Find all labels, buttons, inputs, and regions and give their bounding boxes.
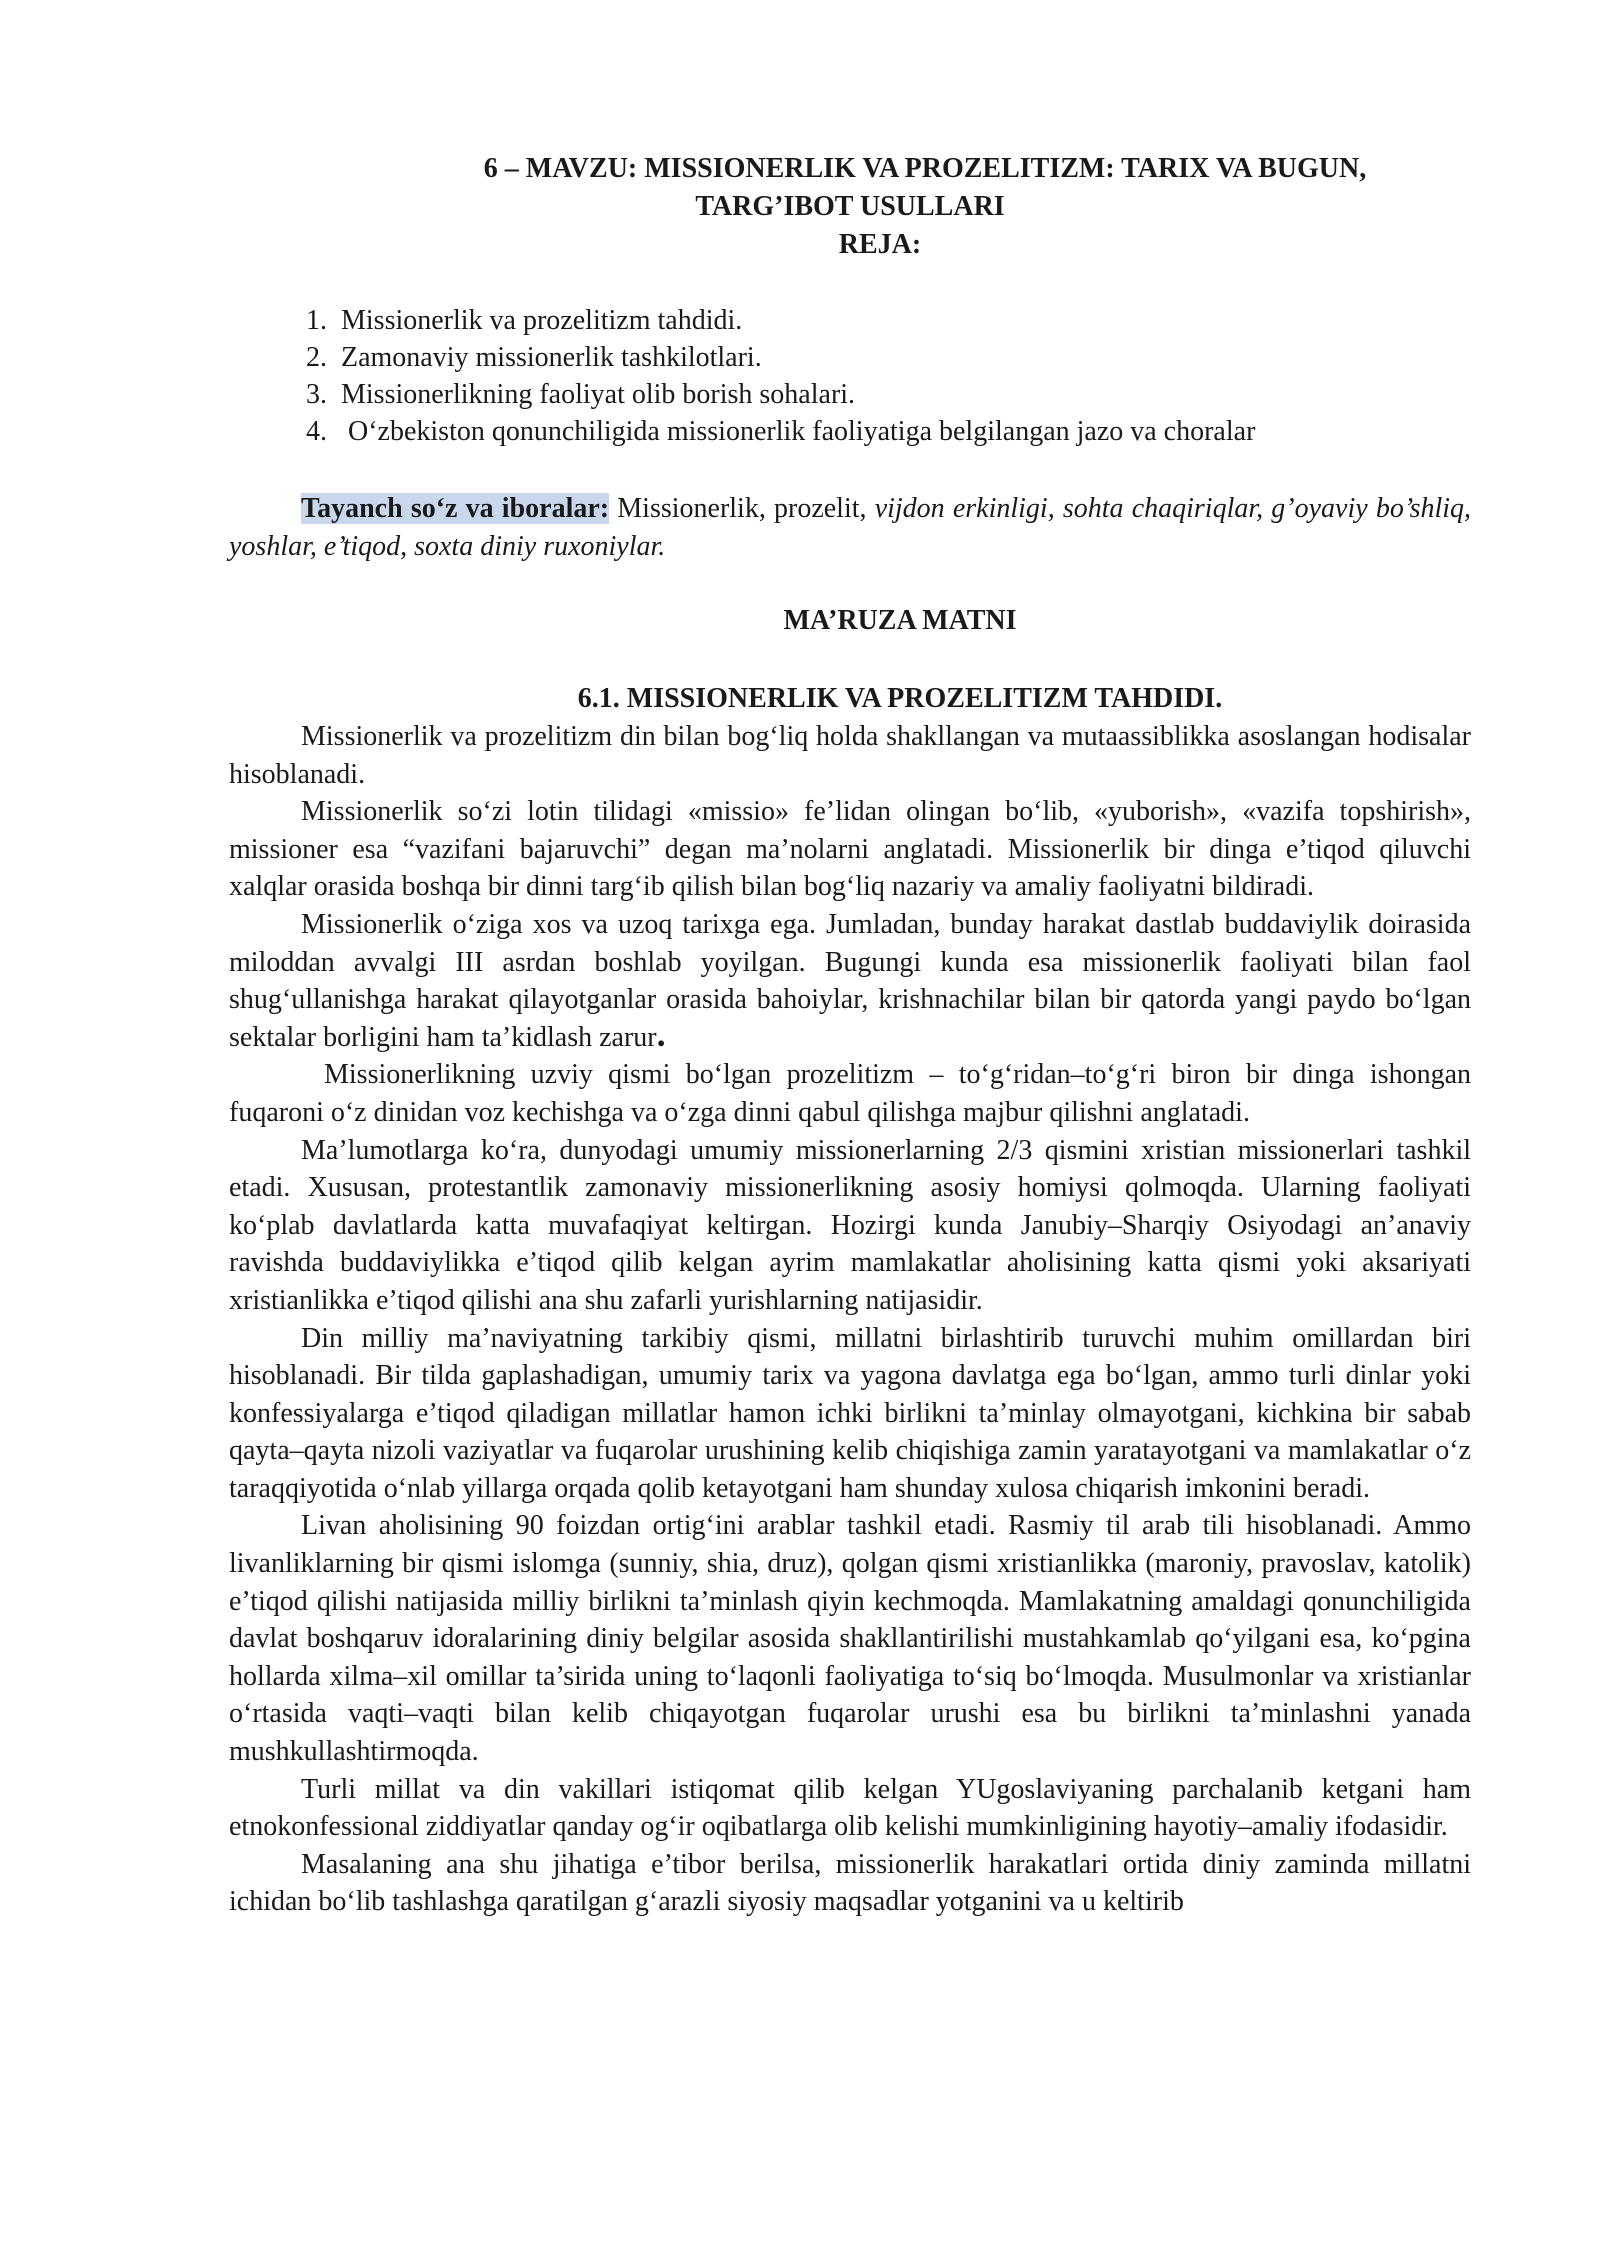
plan-item-text: Missionerlikning faoliyat olib borish sohalari. — [341, 379, 856, 410]
plan-item-text: Missionerlik va prozelitizm tahdidi. — [341, 305, 743, 336]
paragraph-end-dot: . — [656, 1013, 666, 1054]
page-title-line2: TARG’IBOT USULLARI — [695, 191, 1005, 222]
plan-item-number: 3. — [306, 379, 327, 410]
section-heading: 6.1. MISSIONERLIK VA PROZELITIZM TAHDIDI. — [577, 683, 1223, 714]
keywords-italic: vijdon erkinligi, sohta chaqiriqlar, g’oyaviy bo’shliq, yoshlar, e’tiqod, soxta diniy ruxoniylar. — [229, 493, 1472, 562]
plan-item — [229, 413, 1471, 450]
plan-item — [229, 376, 1471, 413]
document-page — [229, 150, 1471, 1921]
plan-item — [229, 302, 1471, 339]
plan-item — [229, 339, 1471, 376]
paragraph: Ma’lumotlarga ko‘ra, dunyodagi umumiy missionerlarning 2/3 qismini xristian missionerlari tashkil etadi. Xususan, protestantlik zamonaviy missionerlikning asosiy homiysi qolmoqda. Ularning faoliyati ko‘plab davlatlarda katta muvafaqiyat keltirgan. Hozirgi kunda Janubiy–Sharqiy Osiyodagi an’anaviy ravishda buddaviylikka e’tiqod qilib kelgan ayrim mamlakatlar aholisining katta qismi yoki aksariyati xristianlikka e’tiqod qilishi ana shu zafarli yurishlarning natijasidir. — [229, 1134, 1471, 1316]
paragraph: Turli millat va din vakillari istiqomat qilib kelgan YUgoslaviyaning parchalanib ketgani ham etnokonfessional ziddiyatlar qanday og‘ir oqibatlarga olib kelishi mumkinligining hayotiy–amaliy ifodasidir. — [229, 1773, 1471, 1843]
paragraph: Din milliy ma’naviyatning tarkibiy qismi, millatni birlashtirib turuvchi muhim omillardan biri hisoblanadi. Bir tilda gaplashadigan, umumiy tarix va yagona davlatga ega bo‘lgan, ammo turli dinlar yoki konfessiyalarga e’tiqod qiladigan millatlar hamon ichki birlikni ta’minlay olmayotgani, kichkina bir sabab qayta–qayta nizoli vaziyatlar va fuqarolar urushining kelib chiqishiga zamin yaratayotgani va mamlakatlar o‘z taraqqiyotida o‘nlab yillarga orqada qolib ketayotgani ham shunday xulosa chiqarish imkonini beradi. — [229, 1322, 1471, 1504]
paragraph: Livan aholisining 90 foizdan ortig‘ini arablar tashkil etadi. Rasmiy til arab tili hisoblanadi. Ammo livanliklarning bir qismi islomga (sunniy, shia, druz), qolgan qismi xristianlikka (maroniy, pravoslav, katolik) e’tiqod qilishi natijasida milliy birlikni ta’minlash qiyin kechmoqda. Mamlakatning amaldagi qonunchiligida davlat boshqaruv idoralarining diniy belgilar asosida shakllantirilishi mustahkamlab qo‘yilgani esa, ko‘pgina hollarda xilma–xil omillar ta’sirida uning to‘laqonli faoliyatiga to‘siq bo‘lmoqda. Musulmonlar va xristianlar o‘rtasida vaqti–vaqti bilan kelib chiqayotgan fuqarolar urushi esa bu birlikni ta’minlashni yanada mushkullashtirmoqda. — [229, 1510, 1471, 1768]
plan-item-text: Zamonaviy missionerlik tashkilotlari. — [341, 342, 762, 373]
keywords-plain: Missionerlik, prozelit, — [609, 493, 875, 524]
paragraph — [229, 906, 1471, 1056]
keywords-paragraph — [229, 490, 1471, 566]
paragraph: Missionerlik va prozelitizm din bilan bog‘liq holda shakllangan va mutaassiblikka asoslangan hodisalar hisoblanadi. — [229, 721, 1471, 790]
paragraph: Masalaning ana shu jihatiga e’tibor berilsa, missionerlik harakatlari ortida diniy zaminda millatni ichidan bo‘lib tashlashga qaratilgan g‘arazli siyosiy maqsadlar yotganini va u keltirib — [229, 1848, 1471, 1918]
plan-item-number: 2. — [306, 342, 327, 373]
plan-item-text: O‘zbekiston qonunchiligida missionerlik faoliyatiga belgilangan jazo va choralar — [341, 416, 1256, 447]
paragraph: Missionerlikning uzviy qismi bo‘lgan prozelitizm – to‘g‘ridan–to‘g‘ri biron bir dinga ishongan fuqaroni o‘z dinidan voz kechishga va o‘zga dinni qabul qilishga majbur qilishni anglatadi. — [229, 1059, 1471, 1128]
plan-item-number: 4. — [306, 416, 327, 447]
keywords-label: Tayanch so‘z va iboralar: — [301, 493, 610, 524]
plan-heading: REJA: — [838, 229, 922, 260]
plan-item-number: 1. — [306, 305, 327, 336]
paragraph: Missionerlik so‘zi lotin tilidagi «missio» fe’lidan olingan bo‘lib, «yuborish», «vazifa topshirish», missioner esa “vazifani bajaruvchi” degan ma’nolarni anglatadi. Missionerlik bir dinga e’tiqod qiluvchi xalqlar orasida boshqa bir dinni targ‘ib qilish bilan bog‘liq nazariy va amaliy faoliyatni bildiradi. — [229, 796, 1471, 903]
page-title-line1: 6 – MAVZU: MISSIONERLIK VA PROZELITIZM: TARIX VA BUGUN, — [483, 153, 1367, 184]
plan-list — [229, 302, 1471, 450]
paragraph-text: Missionerlik o‘ziga xos va uzoq tarixga ega. Jumladan, bunday harakat dastlab buddaviylik doirasida miloddan avvalgi III asrdan boshlab yoyilgan. Bugungi kunda esa missionerlik faoliyati bilan faol shug‘ullanishga harakat qilayotganlar orasida bahoiylar, krishnachilar bilan bir qatorda yangi paydo bo‘lgan sektalar borligini ham ta’kidlash zarur — [229, 908, 1471, 1053]
lecture-heading: MA’RUZA MATNI — [783, 605, 1017, 636]
